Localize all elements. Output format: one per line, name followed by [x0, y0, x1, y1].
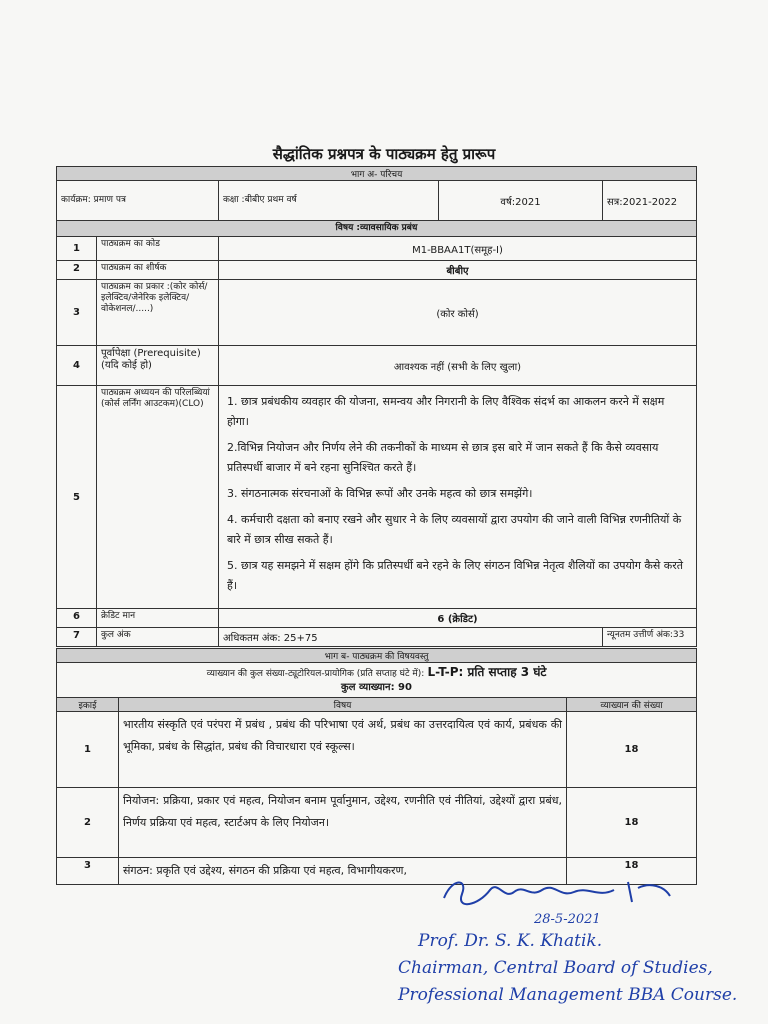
part-a-table — [56, 166, 697, 647]
signatory-course: Professional Management BBA Course. — [398, 985, 738, 1005]
row-label: क्रेडिट मान — [97, 609, 219, 628]
clo-item: 1. छात्र प्रबंधकीय व्यवहार की योजना, समन्वय और निगरानी के लिए वैश्विक संदर्भ का आकलन करने में सक्षम होगा। — [227, 395, 665, 428]
unit-lectures: 18 — [567, 788, 697, 858]
row-number: 2 — [57, 261, 97, 280]
row-number: 5 — [57, 386, 97, 609]
part-b-table — [56, 648, 697, 885]
row-number: 4 — [57, 346, 97, 386]
program-cell: कार्यक्रम: प्रमाण पत्र — [57, 181, 219, 221]
row-label: पाठ्यक्रम का प्रकार :(कोर कोर्स/इलेक्टिव/जेनेरिक इलेक्टिव/वोकेशनल/.....) — [97, 280, 219, 346]
row-label: पूर्वापेक्षा (Prerequisite) (यदि कोई हो) — [97, 346, 219, 386]
min-marks: न्यूनतम उत्तीर्ण अंक:33 — [603, 628, 697, 647]
unit-number: 2 — [57, 788, 119, 858]
row-label: पाठ्यक्रम का शीर्षक — [97, 261, 219, 280]
row-number: 6 — [57, 609, 97, 628]
course-type: (कोर कोर्स) — [219, 280, 697, 346]
signature-date: 28-5-2021 — [534, 912, 601, 927]
course-code: M1-BBAA1T(समूह-I) — [219, 237, 697, 261]
ltp-value: L-T-P: प्रति सप्ताह 3 घंटे — [427, 665, 547, 679]
col-lectures: व्याख्यान की संख्या — [567, 698, 697, 712]
course-title: बीबीए — [219, 261, 697, 280]
year-cell: वर्ष:2021 — [439, 181, 603, 221]
clo-list — [219, 386, 697, 609]
col-unit: इकाई — [57, 698, 119, 712]
clo-item: 5. छात्र यह समझने में सक्षम होंगे कि प्रतिस्पर्धी बने रहने के लिए संगठन विभिन्न नेतृत्व शैलियों का उपयोग कैसे करते हैं। — [227, 559, 684, 592]
clo-item: 3. संगठनात्मक संरचनाओं के विभिन्न रूपों और उनके महत्व को छात्र समझेंगे। — [227, 487, 533, 500]
credit-value: 6 (क्रेडिट) — [219, 609, 697, 628]
row-label: कुल अंक — [97, 628, 219, 647]
max-marks: अधिकतम अंक: 25+75 — [219, 628, 603, 647]
unit-topic: संगठन: प्रकृति एवं उद्देश्य, संगठन की प्रक्रिया एवं महत्व, विभागीयकरण, — [119, 858, 567, 885]
unit-lectures: 18 — [567, 712, 697, 788]
unit-topic: नियोजन: प्रक्रिया, प्रकार एवं महत्व, नियोजन बनाम पूर्वानुमान, उद्देश्य, रणनीति एवं नीतियां, उद्देश्यों द्वारा प्रबंध, निर्णय प्रक्रिया एवं महत्व, स्टार्टअप के लिए नियोजन। — [119, 788, 567, 858]
clo-item: 2.विभिन्न नियोजन और निर्णय लेने की तकनीकों के माध्यम से छात्र इस बारे में जान सकते हैं कि कैसे व्यवसाय प्रतिस्पर्धी बाजार में बने रहना सुनिश्चित करते हैं। — [227, 441, 659, 474]
signature-scribble — [438, 872, 678, 912]
page-title: सैद्धांतिक प्रश्नपत्र के पाठ्यक्रम हेतु प्रारूप — [272, 145, 496, 163]
subject-row: विषय :व्यावसायिक प्रबंध — [57, 221, 697, 237]
row-number: 3 — [57, 280, 97, 346]
unit-lectures: 18 — [567, 858, 697, 885]
row-number: 7 — [57, 628, 97, 647]
lecture-summary — [57, 663, 697, 698]
row-label: पाठ्यक्रम का कोड — [97, 237, 219, 261]
session-cell: सत्र:2021-2022 — [603, 181, 697, 221]
col-topic: विषय — [119, 698, 567, 712]
unit-topic: भारतीय संस्कृति एवं परंपरा में प्रबंध , प्रबंध की परिभाषा एवं अर्थ, प्रबंध का उत्तरदायित्व एवं कार्य, प्रबंधक की भूमिका, प्रबंध के सिद्धांत, प्रबंध की विचारधारा एवं स्कूल्स। — [119, 712, 567, 788]
class-cell: कक्षा :बीबीए प्रथम वर्ष — [219, 181, 439, 221]
unit-number: 3 — [57, 858, 119, 885]
lecture-label: व्याख्यान की कुल संख्या-ट्यूटोरियल-प्रायोगिक (प्रति सप्ताह घंटे में): — [206, 669, 425, 679]
row-label: पाठ्यक्रम अध्ययन की परिलब्धियां (कोर्स लर्निंग आउटकम)(CLO) — [97, 386, 219, 609]
signatory-title: Chairman, Central Board of Studies, — [398, 958, 713, 978]
part-a-heading: भाग अ- परिचय — [57, 167, 697, 181]
signatory-name: Prof. Dr. S. K. Khatik. — [418, 931, 603, 951]
part-b-heading: भाग ब- पाठ्यक्रम की विषयवस्तु — [57, 649, 697, 663]
prerequisite: आवश्यक नहीं (सभी के लिए खुला) — [219, 346, 697, 386]
total-lectures: कुल व्याख्यान: 90 — [341, 682, 412, 693]
clo-item: 4. कर्मचारी दक्षता को बनाए रखने और सुधार ने के लिए व्यवसायों द्वारा उपयोग की जाने वाली विभिन्न रणनीतियों के बारे में छात्र सीख सकते हैं। — [227, 513, 682, 546]
unit-number: 1 — [57, 712, 119, 788]
signature-block — [398, 872, 768, 1009]
row-number: 1 — [57, 237, 97, 261]
